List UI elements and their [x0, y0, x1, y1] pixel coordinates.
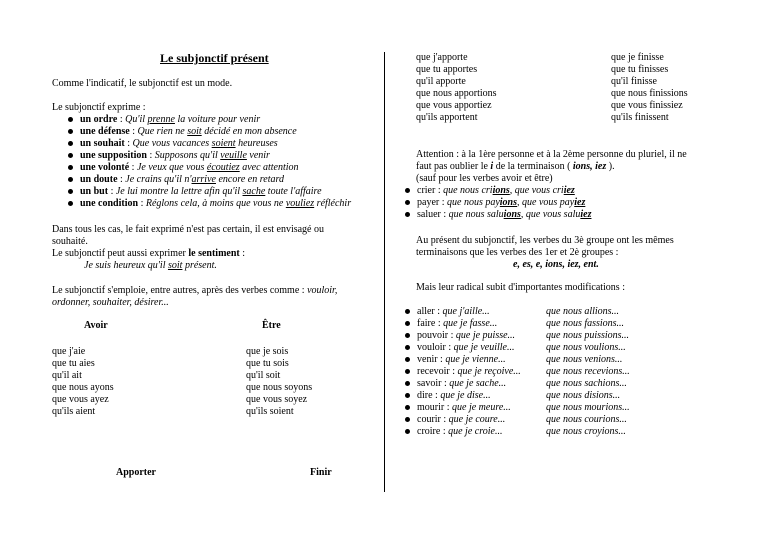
list-item: que tu sois	[246, 358, 289, 369]
exprime-list	[66, 114, 351, 210]
irregular-nous-column	[546, 306, 630, 438]
list-item: une condition : Réglons cela, à moins que vous ne vouliez réfléchir	[66, 198, 351, 210]
etre-title: Être	[262, 320, 281, 331]
sentiment-line: Le subjonctif peut aussi exprimer le sentiment :	[52, 248, 246, 259]
list-item: que nous finissions	[611, 88, 688, 99]
list-item: qu'il soit	[246, 370, 281, 381]
list-item: que nous croyions...	[546, 426, 626, 437]
troisieme-line-2: terminaisons que les verbes des 1er et 2è groupes :	[416, 247, 619, 258]
list-item: recevoir : que je reçoive...	[403, 366, 521, 378]
list-item: faire : que je fasse...	[403, 318, 521, 330]
list-item: crier : que nous criions, que vous criiez	[403, 185, 591, 197]
list-item: que je finisse	[611, 52, 664, 63]
list-item: qu'il finisse	[611, 76, 657, 87]
list-item: vouloir : que je veuille...	[403, 342, 521, 354]
sentiment-example: Je suis heureux qu'il soit présent.	[84, 260, 217, 271]
list-item: venir : que je vienne...	[403, 354, 521, 366]
list-item: que nous soyons	[246, 382, 313, 393]
list-item: que nous courions...	[546, 414, 627, 425]
finir-title: Finir	[310, 467, 332, 478]
avoir-conjugation	[52, 346, 114, 418]
list-item: qu'ils finissent	[611, 112, 669, 123]
intro-text: Comme l'indicatif, le subjonctif est un mode.	[52, 78, 233, 89]
cas-line-1: Dans tous les cas, le fait exprimé n'est pas certain, il est envisagé ou	[52, 224, 324, 235]
list-item: mourir : que je meure...	[403, 402, 521, 414]
list-item: que je sois	[246, 346, 289, 357]
finir-conjugation	[611, 52, 688, 124]
list-item: que nous fassions...	[546, 318, 625, 329]
attention-list	[403, 185, 591, 221]
list-item: une volonté : Je veux que vous écoutiez avec attention	[66, 162, 351, 174]
list-item: que nous puissions...	[546, 330, 630, 341]
list-item: aller : que j'aille...	[403, 306, 521, 318]
list-item: une supposition : Supposons qu'il veuille venir	[66, 150, 351, 162]
list-item: que nous venions...	[546, 354, 623, 365]
list-item: que nous disions...	[546, 390, 621, 401]
list-item: savoir : que je sache...	[403, 378, 521, 390]
troisieme-line-1: Au présent du subjonctif, les verbes du 3è groupe ont les mêmes	[416, 235, 674, 246]
list-item: que tu apportes	[416, 64, 478, 75]
list-item: que nous apportions	[416, 88, 497, 99]
list-item: payer : que nous payions, que vous payiez	[403, 197, 591, 209]
apporter-conjugation	[416, 52, 497, 124]
terminaisons: e, es, e, ions, iez, ent.	[513, 259, 599, 270]
attention-line-2: faut pas oublier le i de la terminaison ( ions, iez ).	[416, 161, 615, 172]
list-item: que vous ayez	[52, 394, 109, 405]
cas-line-2: souhaité.	[52, 236, 88, 247]
list-item: que vous apportiez	[416, 100, 492, 111]
list-item: pouvoir : que je puisse...	[403, 330, 521, 342]
list-item: une défense : Que rien ne soit décidé en mon absence	[66, 126, 351, 138]
list-item: que nous voulions...	[546, 342, 626, 353]
apporter-title: Apporter	[116, 467, 156, 478]
list-item: un ordre : Qu'il prenne la voiture pour venir	[66, 114, 351, 126]
page-title: Le subjonctif présent	[160, 51, 269, 65]
list-item: que tu aies	[52, 358, 95, 369]
list-item: que vous soyez	[246, 394, 308, 405]
list-item: que vous finissiez	[611, 100, 683, 111]
list-item: que nous mourions...	[546, 402, 630, 413]
list-item: un souhait : Que vous vacances soient heureuses	[66, 138, 351, 150]
list-item: que nous allions...	[546, 306, 620, 317]
list-item: que tu finisses	[611, 64, 669, 75]
emploi-line-1: Le subjonctif s'emploie, entre autres, après des verbes comme : vouloir,	[52, 285, 338, 296]
exprime-heading: Le subjonctif exprime :	[52, 102, 146, 113]
list-item: que j'apporte	[416, 52, 468, 63]
list-item: saluer : que nous saluions, que vous saluiez	[403, 209, 591, 221]
column-divider	[384, 52, 385, 492]
list-item: qu'ils apportent	[416, 112, 478, 123]
attention-line-3: (sauf pour les verbes avoir et être)	[416, 173, 553, 184]
irregular-list	[403, 306, 521, 438]
list-item: qu'il apporte	[416, 76, 466, 87]
list-item: un but : Je lui montre la lettre afin qu'il sache toute l'affaire	[66, 186, 351, 198]
list-item: que nous sachions...	[546, 378, 627, 389]
emploi-line-2: ordonner, souhaiter, désirer...	[52, 297, 169, 308]
list-item: que nous recevions...	[546, 366, 630, 377]
etre-conjugation	[246, 346, 312, 418]
list-item: dire : que je dise...	[403, 390, 521, 402]
list-item: qu'ils soient	[246, 406, 294, 417]
radical-line: Mais leur radical subit d'importantes modifications :	[416, 282, 625, 293]
list-item: croire : que je croie...	[403, 426, 521, 438]
attention-line-1: Attention : à la 1ère personne et à la 2ème personne du pluriel, il ne	[416, 149, 687, 160]
avoir-title: Avoir	[84, 320, 108, 331]
list-item: courir : que je coure...	[403, 414, 521, 426]
list-item: que j'aie	[52, 346, 86, 357]
list-item: un doute : Je crains qu'il n'arrive encore en retard	[66, 174, 351, 186]
list-item: qu'ils aient	[52, 406, 96, 417]
list-item: que nous ayons	[52, 382, 114, 393]
list-item: qu'il ait	[52, 370, 82, 381]
